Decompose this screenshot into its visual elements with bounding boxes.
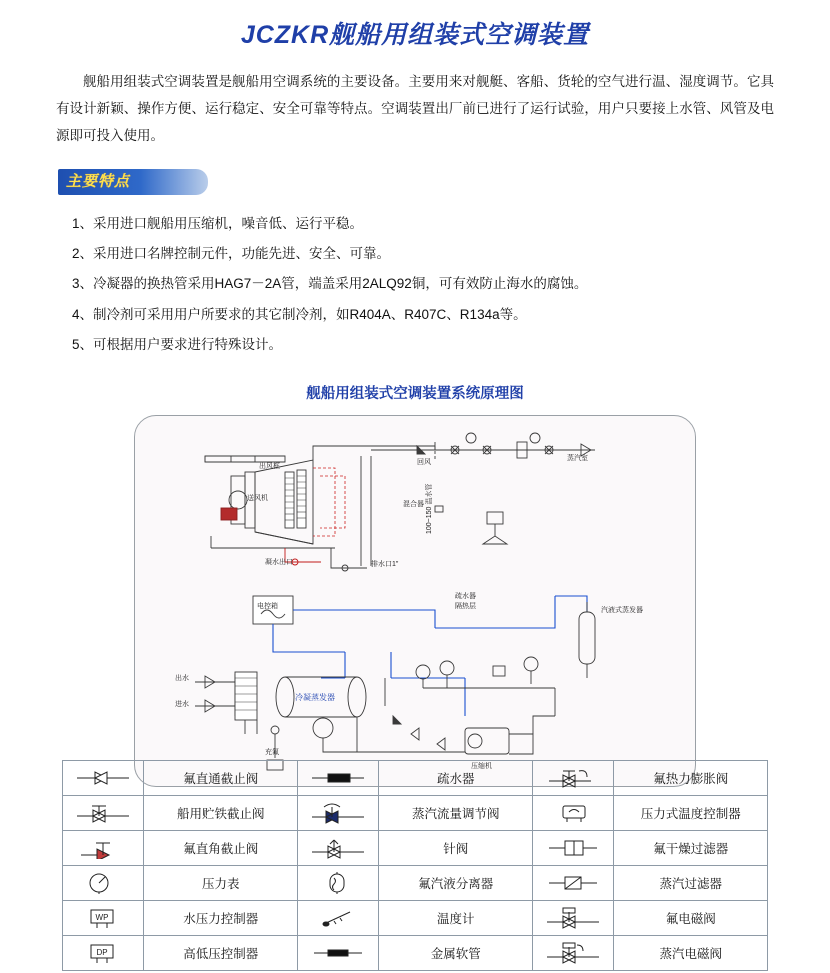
list-item: 4、制冷剂可采用用户所要求的其它制冷剂，如R404A、R407C、R134a等。	[72, 306, 527, 322]
diagram-label: 100~150 温水管	[426, 483, 433, 535]
thermometer-icon	[297, 901, 378, 936]
gas-liquid-separator-icon	[297, 866, 378, 901]
diagram-label: 凝水出口	[265, 559, 293, 567]
legend-label: 蒸汽电磁阀	[614, 936, 768, 971]
steam-flow-control-valve-icon	[297, 796, 378, 831]
high-low-pressure-controller-icon	[63, 936, 144, 971]
schematic-svg	[135, 416, 695, 786]
diagram-label: 电控箱	[257, 603, 278, 611]
metal-hose-icon	[297, 936, 378, 971]
legend-label: 船用贮铁截止阀	[144, 796, 298, 831]
legend-label: 氟热力膨胀阀	[614, 761, 768, 796]
legend-label: 氟电磁阀	[614, 901, 768, 936]
section-banner	[58, 169, 208, 195]
diagram-title: 舰船用组装式空调装置系统原理图	[306, 386, 524, 403]
legend-label: 蒸汽流量调节阀	[379, 796, 533, 831]
steam-solenoid-valve-icon	[532, 936, 613, 971]
diagram-label: 出风框	[259, 463, 280, 471]
freon-solenoid-valve-icon	[532, 901, 613, 936]
list-item: 3、冷凝器的换热管采用HAG7－2A管，端盖采用2ALQ92铜，可有效防止海水的腐蚀。	[72, 276, 588, 292]
diagram-label: 出水	[175, 675, 189, 683]
legend-label: 压力式温度控制器	[614, 796, 768, 831]
list-item: 5、可根据用户要求进行特殊设计。	[72, 337, 283, 352]
pressure-type-temperature-controller-icon	[532, 796, 613, 831]
needle-valve-icon	[297, 831, 378, 866]
diagram-label: 冷凝蒸发器	[295, 693, 335, 703]
steam-filter-icon	[532, 866, 613, 901]
freon-dryer-filter-icon	[532, 831, 613, 866]
diagram-label: 进水	[175, 701, 189, 709]
legend-label: 氟直角截止阀	[144, 831, 298, 866]
legend-label: 温度计	[379, 901, 533, 936]
globe-valve-icon	[63, 761, 144, 796]
legend-label: 金属软管	[379, 936, 533, 971]
feature-list	[72, 209, 830, 361]
legend-label: 氟直通截止阀	[144, 761, 298, 796]
legend-label: 疏水器	[379, 761, 533, 796]
symbol-legend-table	[62, 760, 768, 971]
table-row	[63, 901, 768, 936]
diagram-label: 汽液式蒸发器	[601, 607, 643, 615]
table-row	[63, 761, 768, 796]
legend-tag: WP	[95, 913, 109, 922]
marine-cast-iron-stop-valve-icon	[63, 796, 144, 831]
table-row	[63, 936, 768, 971]
diagram-label: 排水口1"	[371, 561, 399, 569]
steam-trap-icon	[297, 761, 378, 796]
table-row	[63, 866, 768, 901]
diagram-label: 疏水器	[455, 593, 476, 601]
page-title: JCZKR舰船用组装式空调装置	[240, 21, 590, 49]
diagram-label: 隔热层	[455, 603, 476, 611]
diagram-label: 蒸汽室	[567, 455, 588, 463]
legend-label: 氟干燥过滤器	[614, 831, 768, 866]
water-pressure-controller-icon	[63, 901, 144, 936]
diagram-label: 混合器	[403, 501, 424, 509]
list-item: 2、采用进口名牌控制元件，功能先进、安全、可靠。	[72, 245, 391, 261]
legend-label: 高低压控制器	[144, 936, 298, 971]
legend-label: 针阀	[379, 831, 533, 866]
intro-paragraph: 舰船用组装式空调装置是舰船用空调系统的主要设备。主要用来对舰艇、客船、货轮的空气进行温、湿度调节。它具有设计新颖、操作方便、运行稳定、安全可靠等特点。空调装置出厂前已进行了运行试验，用户只要接上水管、风管及电源即可投入使用。	[56, 73, 774, 143]
list-item: 1、采用进口舰船用压缩机，噪音低、运行平稳。	[72, 215, 364, 231]
pressure-gauge-icon	[63, 866, 144, 901]
legend-label: 蒸汽过滤器	[614, 866, 768, 901]
legend-label: 水压力控制器	[144, 901, 298, 936]
table-row	[63, 831, 768, 866]
diagram-label: 回风	[417, 459, 431, 467]
banner-label: 主要特点	[66, 172, 131, 190]
legend-label: 氟汽液分离器	[379, 866, 533, 901]
diagram-label: 压缩机	[471, 763, 492, 771]
thermal-expansion-valve-icon	[532, 761, 613, 796]
legend-label: 压力表	[144, 866, 298, 901]
system-schematic-diagram	[134, 415, 696, 787]
legend-tag: DP	[96, 948, 108, 957]
angle-stop-valve-icon	[63, 831, 144, 866]
table-row	[63, 796, 768, 831]
diagram-label: 充氟	[265, 749, 279, 757]
diagram-label: 送风机	[247, 495, 268, 503]
